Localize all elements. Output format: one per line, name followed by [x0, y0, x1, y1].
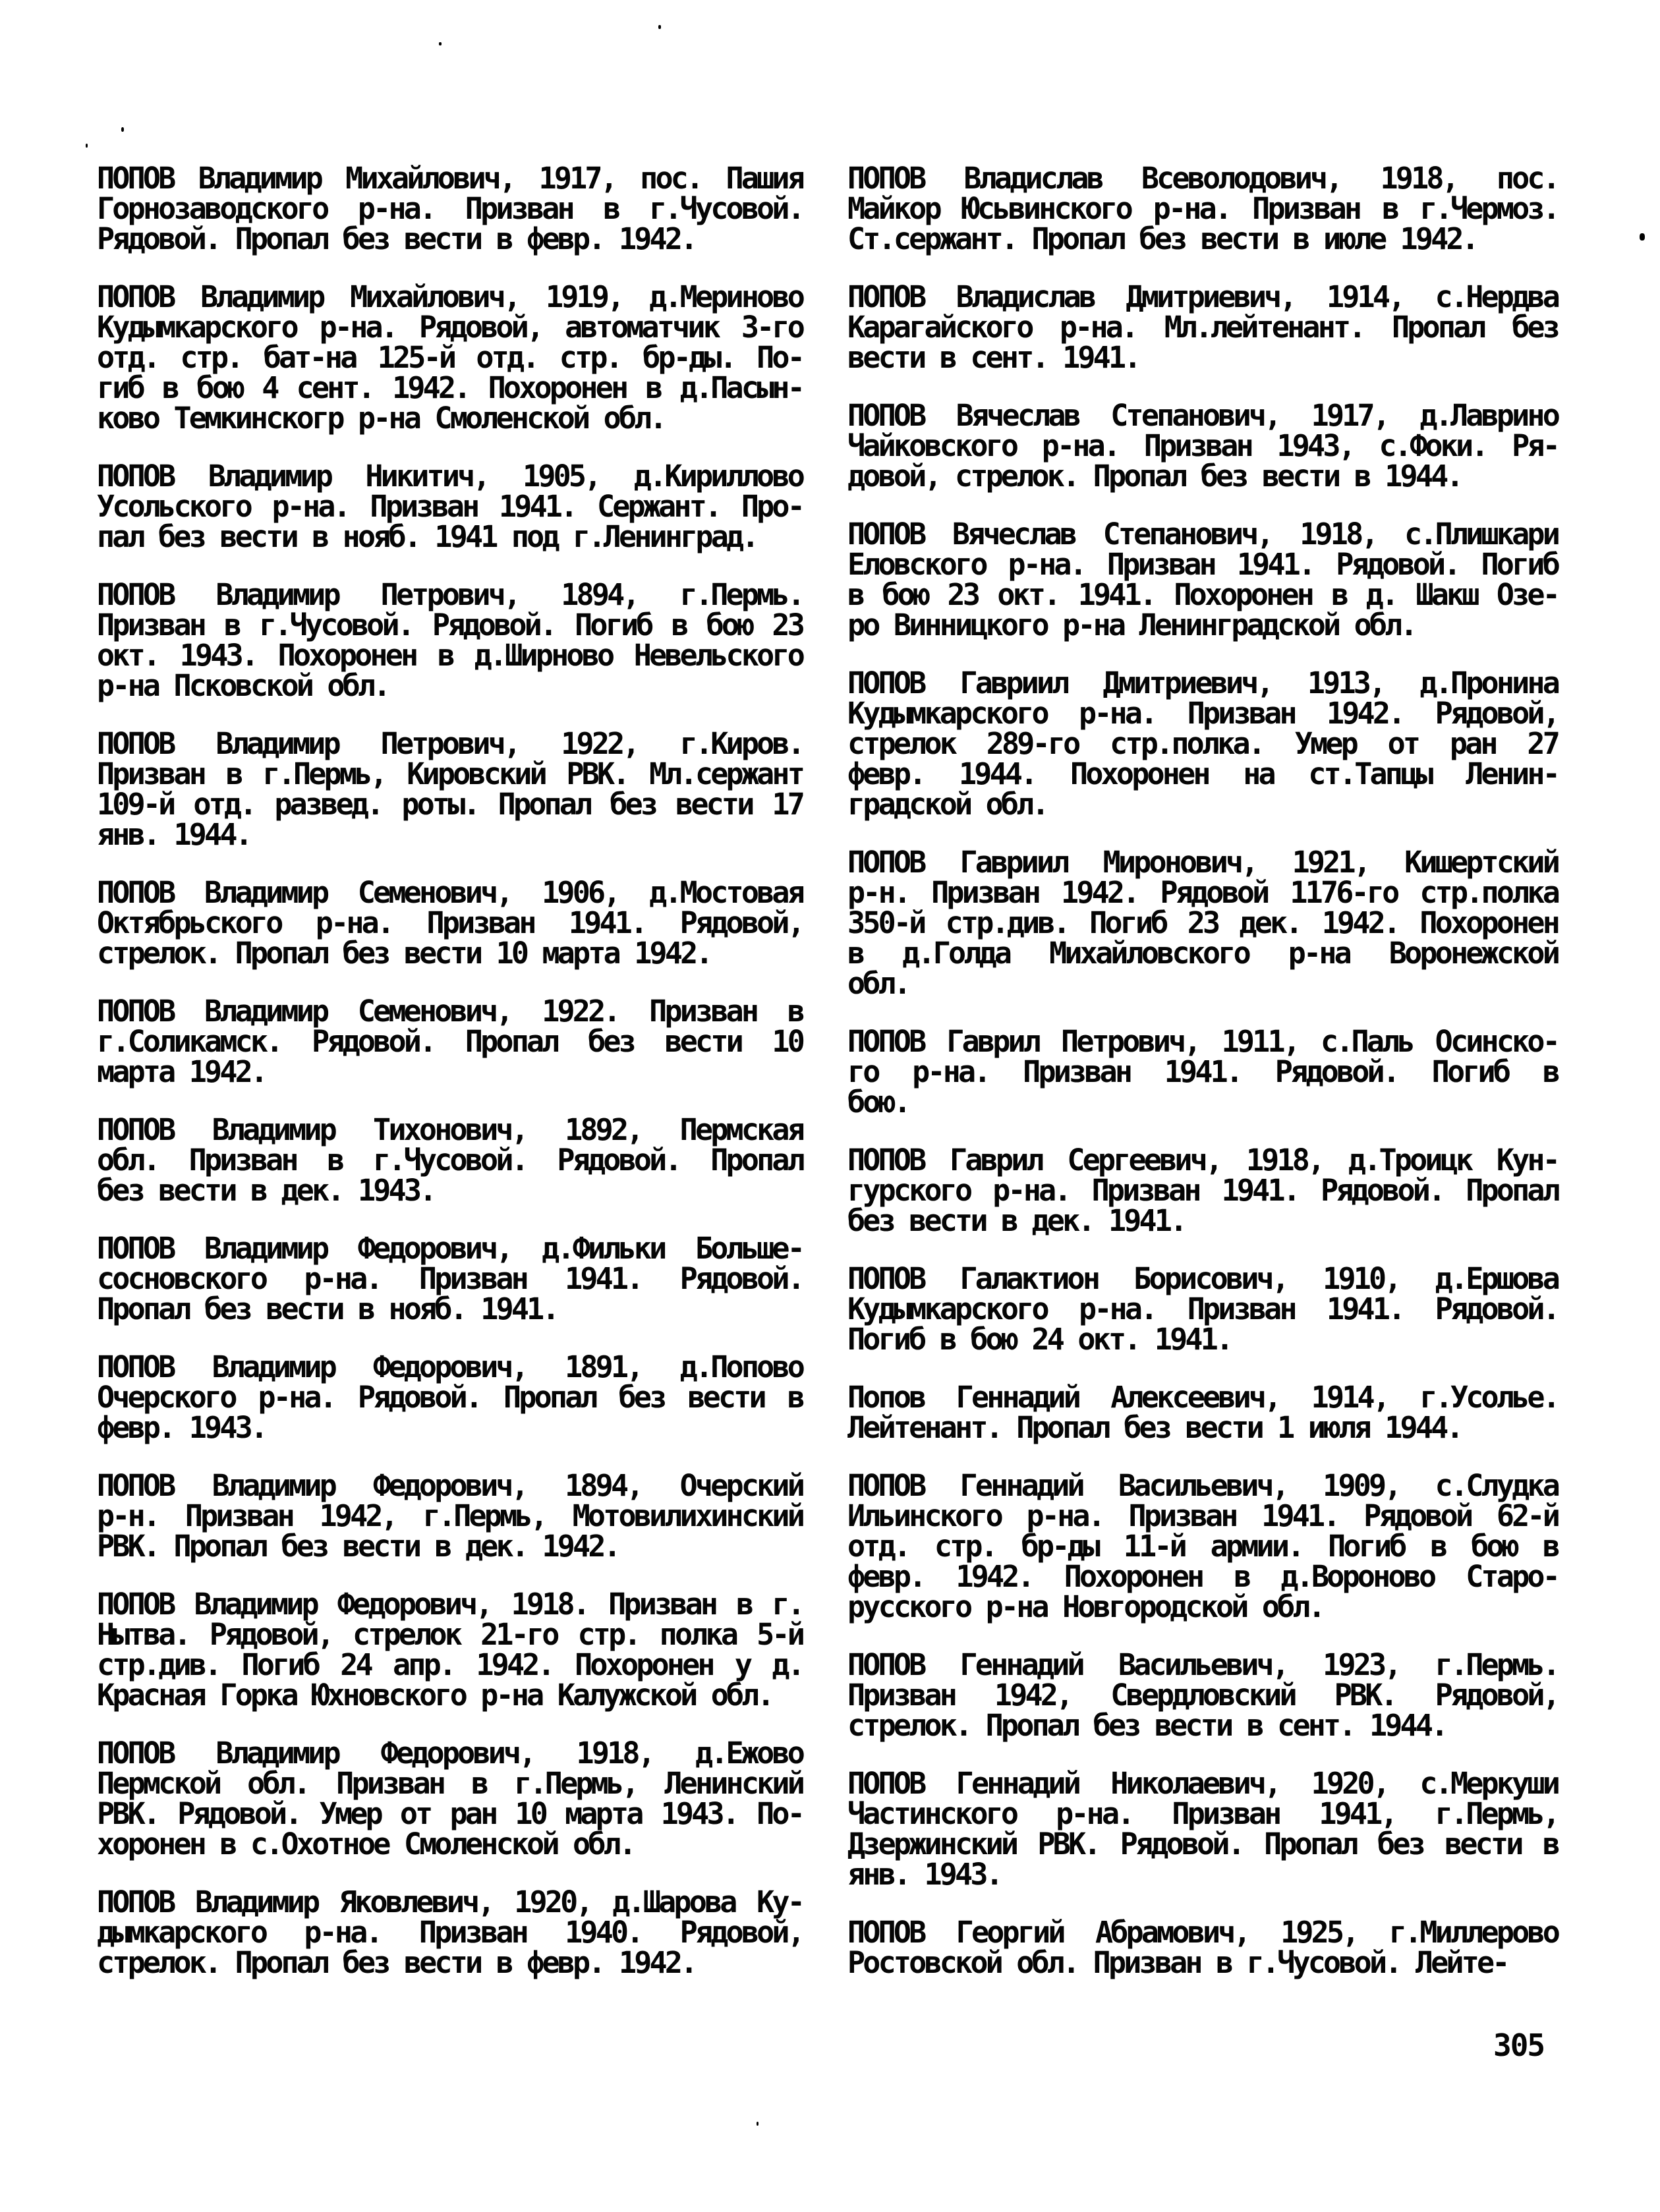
entry-line: стрелок. Пропал без вести в февр. 1942.	[97, 1945, 696, 1980]
memorial-entry	[847, 519, 1558, 640]
entry-line: ПОПОВ Владимир Михайлович, 1919, д.Мериново	[97, 279, 803, 314]
entry-line: Красная Горка Юхновского р-на Калужской обл.	[97, 1678, 772, 1713]
memorial-entry	[97, 996, 803, 1087]
entry-line: бою.	[847, 1085, 909, 1120]
memorial-entry	[847, 1382, 1558, 1443]
entry-line: ПОПОВ Владислав Дмитриевич, 1914, с.Нердва	[847, 279, 1558, 314]
entry-line: ПОПОВ Владислав Всеволодович, 1918, пос.	[847, 161, 1558, 196]
entry-line: Ст.сержант. Пропал без вести в июле 1942.	[847, 221, 1477, 256]
entry-line: ПОПОВ Гаврил Сергеевич, 1918, д.Троицк Кун-	[847, 1143, 1558, 1177]
scan-speck	[658, 25, 661, 29]
entry-line: Погиб в бою 24 окт. 1941.	[847, 1322, 1232, 1357]
entry-line: стрелок. Пропал без вести 10 марта 1942.	[97, 936, 711, 971]
entry-line: Майкор Юсьвинского р-на. Призван в г.Чермоз.	[847, 191, 1558, 226]
memorial-entry	[847, 847, 1558, 999]
entry-line: ПОПОВ Владимир Федорович, 1894, Очерский	[97, 1468, 803, 1503]
scan-speck	[757, 2122, 758, 2126]
memorial-entry	[847, 1024, 1558, 1120]
entry-line: ПОПОВ Владимир Петрович, 1922, г.Киров.	[97, 726, 803, 761]
entry-line: ПОПОВ Владимир Петрович, 1894, г.Пермь.	[97, 577, 803, 612]
entry-line: Очерского р-на. Рядовой. Пропал без вести в	[97, 1380, 803, 1415]
entry-line: ПОПОВ Гавриил Миронович, 1921, Кишертский	[847, 845, 1558, 880]
entry-line: 109-й отд. развед. роты. Пропал без вести 17	[97, 787, 803, 822]
entry-line: без вести в дек. 1943.	[97, 1173, 435, 1208]
scan-speck	[1640, 233, 1645, 241]
memorial-entry	[847, 398, 1558, 494]
entry-line: февр. 1944. Похоронен на ст.Тапцы Ленин-	[847, 756, 1558, 791]
entry-line: ро Винницкого р-на Ленинградской обл.	[847, 608, 1416, 642]
entry-line: РВК. Пропал без вести в дек. 1942.	[97, 1529, 619, 1564]
entry-line: Октябрьского р-на. Призван 1941. Рядовой,	[97, 905, 803, 940]
entry-line: Призван в г.Чусовой. Рядовой. Погиб в бою 23	[97, 608, 803, 642]
entry-line: ПОПОВ Вячеслав Степанович, 1917, д.Лаврино	[847, 398, 1558, 433]
entry-line: гурского р-на. Призван 1941. Рядовой. Пропал	[847, 1173, 1558, 1208]
entry-line: ПОПОВ Владимир Федорович, 1918, д.Ежово	[97, 1736, 803, 1771]
entry-line: ПОПОВ Галактион Борисович, 1910, д.Ершова	[847, 1261, 1558, 1296]
entry-line: вести в сент. 1941.	[847, 340, 1139, 375]
entry-line: янв. 1944.	[97, 817, 250, 852]
entry-line: Горнозаводского р-на. Призван в г.Чусовой.	[97, 191, 803, 226]
entry-line: хоронен в с.Охотное Смоленской обл.	[97, 1827, 635, 1861]
entry-line: р-на Псковской обл.	[97, 668, 389, 703]
memorial-entry	[847, 1468, 1558, 1624]
entry-line: обл. Призван в г.Чусовой. Рядовой. Пропал	[97, 1143, 803, 1177]
memorial-entry	[97, 1112, 803, 1208]
entry-line: Призван в г.Пермь, Кировский РВК. Мл.сержант	[97, 756, 803, 791]
entry-line: р-н. Призван 1942. Рядовой 1176-го стр.полка	[847, 875, 1558, 910]
entry-line: ПОПОВ Владимир Федорович, д.Фильки Больше-	[97, 1231, 803, 1266]
entry-line: Кудымкарского р-на. Призван 1942. Рядовой,	[847, 696, 1558, 731]
entry-line: ПОПОВ Владимир Никитич, 1905, д.Кириллово	[97, 459, 803, 494]
entry-line: ПОПОВ Геннадий Николаевич, 1920, с.Меркуши	[847, 1766, 1558, 1801]
entry-line: довой, стрелок. Пропал без вести в 1944.	[847, 459, 1462, 494]
memorial-entry	[847, 163, 1558, 254]
entry-line: Пропал без вести в нояб. 1941.	[97, 1291, 558, 1326]
memorial-entry	[847, 668, 1558, 820]
entry-line: ПОПОВ Вячеслав Степанович, 1918, с.Плишкари	[847, 517, 1558, 552]
entry-line: градской обл.	[847, 787, 1047, 822]
entry-line: Еловского р-на. Призван 1941. Рядовой. Погиб	[847, 547, 1558, 582]
entry-line: отд. стр. бр-ды 11-й армии. Погиб в бою в	[847, 1529, 1558, 1564]
entry-line: отд. стр. бат-на 125-й отд. стр. бр-ды. По-	[97, 340, 803, 375]
entry-line: ПОПОВ Владимир Тихонович, 1892, Пермская	[97, 1112, 803, 1147]
memorial-entry	[97, 1468, 803, 1564]
entry-line: го р-на. Призван 1941. Рядовой. Погиб в	[847, 1054, 1558, 1089]
entry-line: стрелок. Пропал без вести в сент. 1944.	[847, 1708, 1446, 1743]
entry-line: обл.	[847, 966, 909, 1001]
entry-line: Нытва. Рядовой, стрелок 21-го стр. полка 5-й	[97, 1617, 803, 1652]
memorial-entry	[97, 577, 803, 703]
entry-line: без вести в дек. 1941.	[847, 1203, 1186, 1238]
entry-line: ПОПОВ Владимир Михайлович, 1917, пос. Пашия	[97, 161, 803, 196]
memorial-entry	[97, 1231, 803, 1326]
entry-line: Рядовой. Пропал без вести в февр. 1942.	[97, 221, 696, 256]
right-text-column	[847, 163, 1558, 1978]
entry-line: Усольского р-на. Призван 1941. Сержант. Про-	[97, 489, 803, 524]
entry-line: сосновского р-на. Призван 1941. Рядовой.	[97, 1261, 803, 1296]
memorial-entry	[97, 461, 803, 552]
entry-line: ПОПОВ Владимир Федорович, 1918. Призван в г.	[97, 1587, 803, 1622]
entry-line: ПОПОВ Георгий Абрамович, 1925, г.Миллерово	[847, 1915, 1558, 1950]
entry-line: февр. 1942. Похоронен в д.Вороново Старо-	[847, 1559, 1558, 1594]
memorial-entry	[847, 1917, 1558, 1978]
entry-line: Попов Геннадий Алексеевич, 1914, г.Усолье.	[847, 1380, 1558, 1415]
entry-line: стр.див. Погиб 24 апр. 1942. Похоронен у д.	[97, 1647, 803, 1682]
memorial-entry	[847, 279, 1558, 375]
memorial-entry	[97, 1887, 803, 1978]
entry-line: в д.Голда Михайловского р-на Воронежской	[847, 936, 1558, 971]
entry-line: Кудымкарского р-на. Призван 1941. Рядовой.	[847, 1291, 1558, 1326]
entry-line: Ильинского р-на. Призван 1941. Рядовой 62-й	[847, 1498, 1558, 1533]
memorial-entry	[97, 1349, 803, 1445]
entry-line: марта 1942.	[97, 1054, 266, 1089]
entry-line: Пермской обл. Призван в г.Пермь, Ленинский	[97, 1766, 803, 1801]
entry-line: ПОПОВ Владимир Семенович, 1922. Призван в	[97, 994, 803, 1029]
memorial-entry	[97, 163, 803, 254]
entry-line: ково Темкинскогр р-на Смоленской обл.	[97, 401, 665, 436]
entry-line: пал без вести в нояб. 1941 под г.Ленинград.	[97, 519, 757, 554]
entry-line: ПОПОВ Владимир Семенович, 1906, д.Мостовая	[97, 875, 803, 910]
memorial-entry	[847, 1766, 1558, 1892]
entry-line: ПОПОВ Геннадий Васильевич, 1923, г.Пермь.	[847, 1647, 1558, 1682]
entry-line: Чайковского р-на. Призван 1943, с.Фоки. Ря-	[847, 428, 1558, 463]
memorial-entry	[847, 1261, 1558, 1357]
entry-line: янв. 1943.	[847, 1857, 1001, 1892]
entry-line: Частинского р-на. Призван 1941, г.Пермь,	[847, 1796, 1558, 1831]
entry-line: Карагайского р-на. Мл.лейтенант. Пропал без	[847, 310, 1558, 345]
entry-line: РВК. Рядовой. Умер от ран 10 марта 1943. По-	[97, 1796, 803, 1831]
entry-line: Ростовской обл. Призван в г.Чусовой. Лейте-	[847, 1945, 1508, 1980]
entry-line: окт. 1943. Похоронен в д.Ширново Невельского	[97, 638, 803, 673]
memorial-entry	[97, 1589, 803, 1711]
entry-line: февр. 1943.	[97, 1410, 266, 1445]
entry-line: Лейтенант. Пропал без вести 1 июля 1944.	[847, 1410, 1462, 1445]
entry-line: г.Соликамск. Рядовой. Пропал без вести 10	[97, 1024, 803, 1059]
entry-line: русского р-на Новгородской обл.	[847, 1589, 1324, 1624]
entry-line: 350-й стр.див. Погиб 23 дек. 1942. Похоронен	[847, 905, 1558, 940]
memorial-entry	[847, 1145, 1558, 1236]
page-number: 305	[1493, 2028, 1545, 2063]
entry-line: гиб в бою 4 сент. 1942. Похоронен в д.Пасын-	[97, 370, 803, 405]
entry-line: дымкарского р-на. Призван 1940. Рядовой,	[97, 1915, 803, 1950]
memorial-entry	[97, 279, 803, 436]
entry-line: Дзержинский РВК. Рядовой. Пропал без вести в	[847, 1827, 1558, 1861]
memorial-entry	[97, 726, 803, 852]
memorial-entry	[847, 1647, 1558, 1743]
entry-line: ПОПОВ Гаврил Петрович, 1911, с.Паль Осинско-	[847, 1024, 1558, 1059]
entry-line: ПОПОВ Владимир Федорович, 1891, д.Попово	[97, 1349, 803, 1384]
entry-line: ПОПОВ Геннадий Васильевич, 1909, с.Слудка	[847, 1468, 1558, 1503]
memorial-entry	[97, 875, 803, 971]
scan-speck	[121, 127, 124, 132]
left-text-column	[97, 163, 803, 1978]
entry-line: ПОПОВ Гавриил Дмитриевич, 1913, д.Пронина	[847, 666, 1558, 700]
scan-speck	[439, 42, 442, 45]
entry-line: стрелок 289-го стр.полка. Умер от ран 27	[847, 726, 1558, 761]
entry-line: в бою 23 окт. 1941. Похоронен в д. Шакш Озе-	[847, 577, 1558, 612]
scan-speck	[86, 144, 88, 148]
entry-line: Призван 1942, Свердловский РВК. Рядовой,	[847, 1678, 1558, 1713]
entry-line: ПОПОВ Владимир Яковлевич, 1920, д.Шарова Ку-	[97, 1885, 803, 1919]
entry-line: р-н. Призван 1942, г.Пермь, Мотовилихинский	[97, 1498, 803, 1533]
memorial-entry	[97, 1738, 803, 1859]
entry-line: Кудымкарского р-на. Рядовой, автоматчик 3-го	[97, 310, 803, 345]
